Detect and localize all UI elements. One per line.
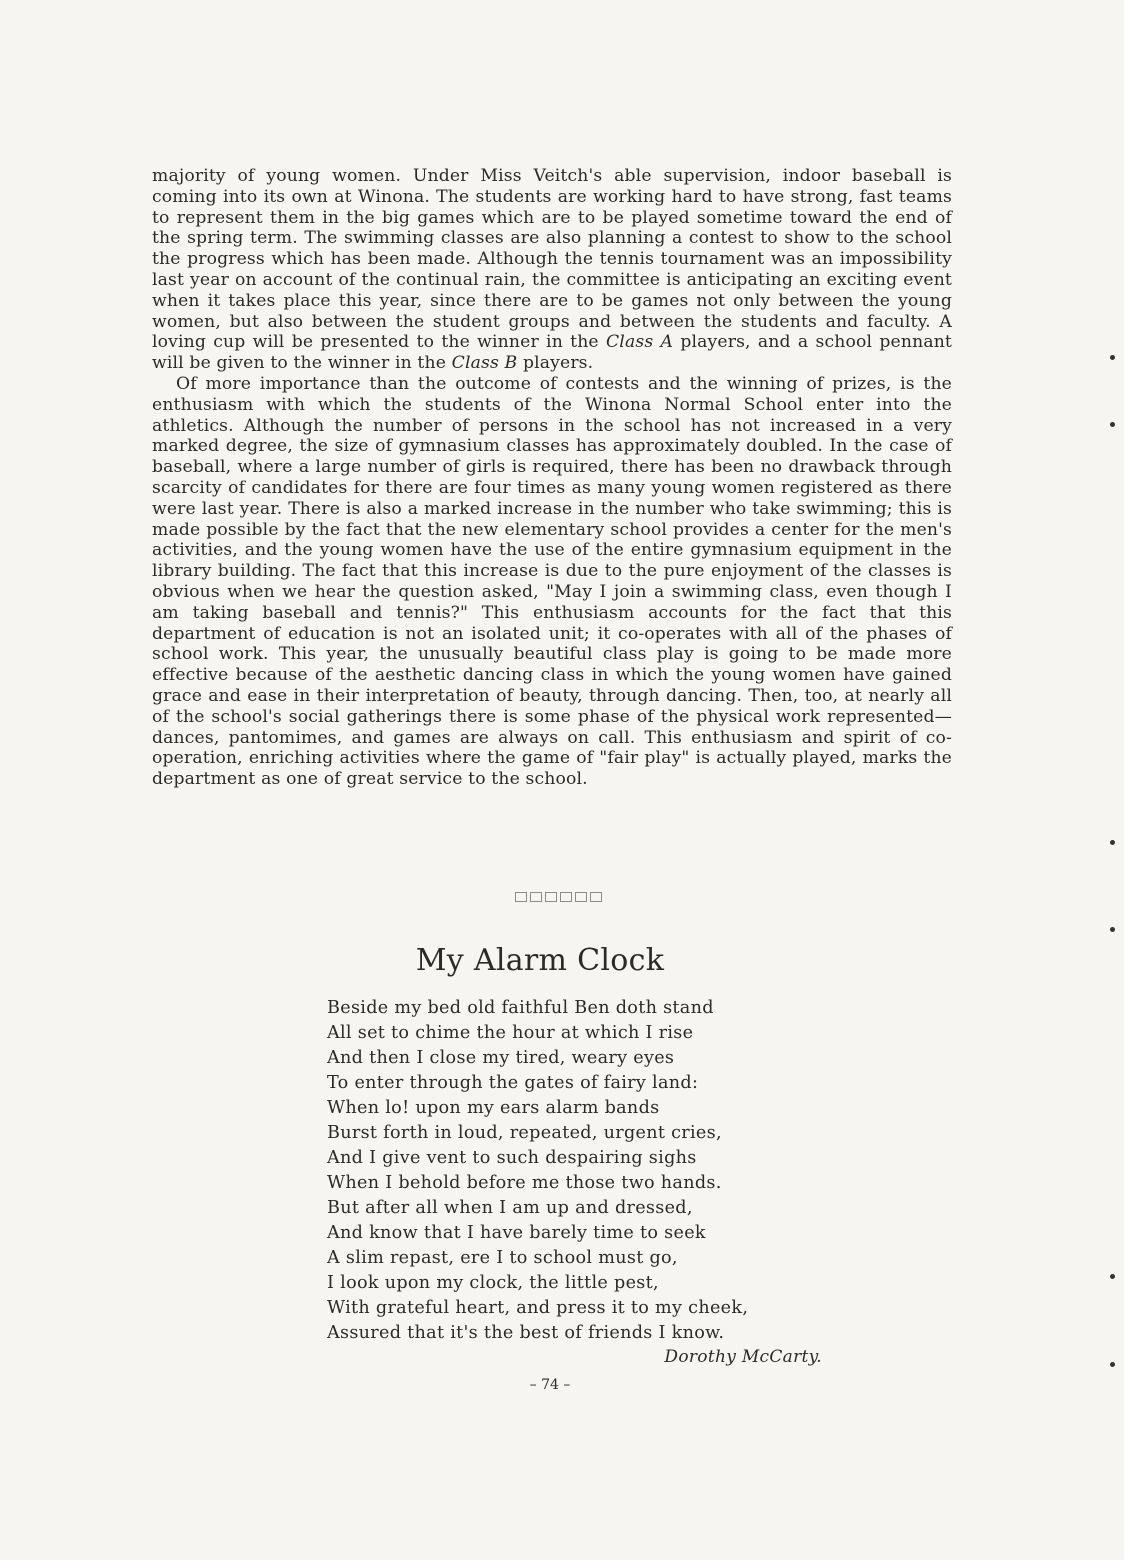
poem-body — [327, 996, 827, 1346]
paragraph-2 — [152, 374, 952, 790]
text-run: players. — [517, 353, 594, 374]
ornament-box — [530, 892, 542, 902]
poem-line: A slim repast, ere I to school must go, — [327, 1248, 678, 1268]
poem-line: I look upon my clock, the little pest, — [327, 1273, 659, 1293]
margin-dot-mark — [1110, 1362, 1115, 1367]
ornament-box — [560, 892, 572, 902]
poem-line: All set to chime the hour at which I rise — [327, 1023, 694, 1043]
poem-line: With grateful heart, and press it to my cheek, — [327, 1298, 749, 1318]
poem-line: And know that I have barely time to seek — [327, 1223, 706, 1243]
page-number: – 74 – — [529, 1377, 571, 1393]
section-divider-ornament — [515, 892, 615, 904]
text-run: players, and a school pennant will be given to the winner in the — [152, 332, 952, 374]
text-run: majority of young women. Under Miss Veitch's able supervision, indoor baseball is coming into its own at Winona. The students are working hard to have strong, fast teams to represent them in the big games which are to be played sometime toward the end of the spring term. The swimming classes are also planning a contest to show to the school the progress which has been made. Although the tennis tournament was an impossibility last year on account of the continual rain, the committee is anticipating an exciting event when it takes place this year, since there are to be games not only between the young women, but also between the student groups and between the students and faculty. A loving cup will be presented to the winner in the — [152, 166, 952, 353]
poem-title: My Alarm Clock — [415, 943, 665, 978]
poem-line: When I behold before me those two hands. — [327, 1173, 722, 1193]
poem-author: Dorothy McCarty. — [664, 1347, 822, 1367]
paragraph-1 — [152, 166, 952, 374]
ornament-box — [545, 892, 557, 902]
italic-run-class-b: Class B — [451, 353, 518, 374]
poem-line: To enter through the gates of fairy land: — [327, 1073, 699, 1093]
poem-line: And then I close my tired, weary eyes — [327, 1048, 675, 1068]
margin-dot-mark — [1110, 355, 1115, 360]
poem-line: When lo! upon my ears alarm bands — [327, 1098, 660, 1118]
margin-dot-mark — [1110, 422, 1115, 427]
margin-dot-mark — [1110, 927, 1115, 932]
poem-line: But after all when I am up and dressed, — [327, 1198, 693, 1218]
ornament-box — [575, 892, 587, 902]
text-run: Of more importance than the outcome of contests and the winning of prizes, is the enthusiasm with which the students of the Winona Normal School enter into the athletics. Although the number of persons in the school has not increased in a very marked degree, the size of gymnasium classes has approximately doubled. In the case of baseball, where a large number of girls is required, there has been no drawback through scarcity of candidates for there are four times as many young women registered as there were last year. There is also a marked increase in the number who take swimming; this is made possible by the fact that the new elementary school provides a center for the men's activities, and the young women have the use of the entire gymnasium equipment in the library building. The fact that this increase is due to the pure enjoyment of the classes is obvious when we hear the question asked, "May I join a swimming class, even though I am taking baseball and tennis?" This enthusiasm accounts for the fact that this department of education is not an isolated unit; it co-operates with all of the phases of school work. This year, the unusually beautiful class play is going to be made more effective because of the aesthetic dancing class in which the young women have gained grace and ease in their interpretation of beauty, through dancing. Then, too, at nearly all of the school's social gatherings there is some phase of the physical work represented—dances, pantomimes, and games are always on call. This enthusiasm and spirit of co-operation, enriching activities where the game of "fair play" is actually played, marks the department as one of great service to the school. — [152, 373, 952, 790]
poem-line: Assured that it's the best of friends I know. — [327, 1323, 725, 1343]
poem-line: And I give vent to such despairing sighs — [327, 1148, 697, 1168]
poem-line: Beside my bed old faithful Ben doth stand — [327, 998, 714, 1018]
ornament-box — [515, 892, 527, 902]
article-body — [152, 166, 952, 790]
ornament-box — [590, 892, 602, 902]
poem-line: Burst forth in loud, repeated, urgent cries, — [327, 1123, 722, 1143]
italic-run-class-a: Class A — [606, 332, 674, 353]
margin-dot-mark — [1110, 840, 1115, 845]
margin-dot-mark — [1110, 1274, 1115, 1279]
